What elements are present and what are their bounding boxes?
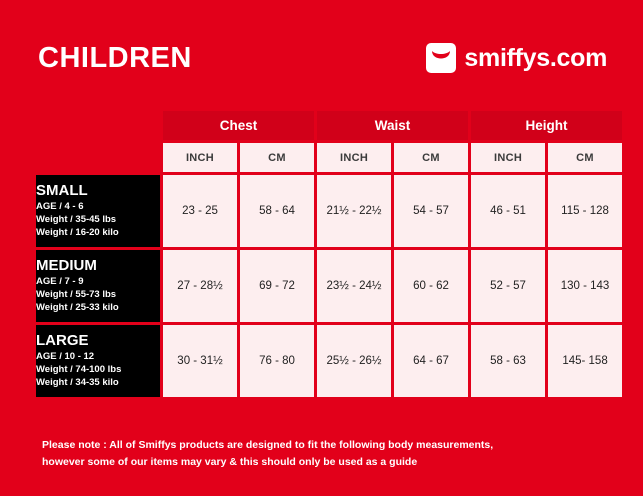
size-detail-weight-kilo: Weight / 34-35 kilo	[36, 376, 119, 388]
table-row	[36, 250, 622, 322]
table-group-header-row	[36, 111, 622, 140]
size-label: MEDIUM	[36, 256, 97, 274]
page-header	[38, 36, 607, 80]
group-header-blank	[36, 111, 160, 140]
value-waist-cm: 54 - 57	[394, 175, 468, 247]
size-cell-large	[36, 325, 160, 397]
smile-logo-icon	[426, 43, 456, 73]
page-title: CHILDREN	[38, 41, 192, 74]
size-cell-small	[36, 175, 160, 247]
size-detail-weight-lbs: Weight / 55-73 lbs	[36, 288, 117, 300]
value-chest-inch: 30 - 31½	[163, 325, 237, 397]
value-chest-inch: 27 - 28½	[163, 250, 237, 322]
value-height-cm: 145- 158	[548, 325, 622, 397]
value-height-cm: 115 - 128	[548, 175, 622, 247]
value-waist-inch: 23½ - 24½	[317, 250, 391, 322]
unit-header-waist-inch: INCH	[317, 143, 391, 172]
footer-line-1: Please note : All of Smiffys products are designed to fit the following body measurements,	[42, 439, 494, 452]
size-detail-weight-kilo: Weight / 25-33 kilo	[36, 301, 119, 313]
value-waist-cm: 60 - 62	[394, 250, 468, 322]
size-cell-medium	[36, 250, 160, 322]
value-waist-cm: 64 - 67	[394, 325, 468, 397]
size-label: LARGE	[36, 331, 89, 349]
group-header-chest: Chest	[163, 111, 314, 140]
value-height-inch: 46 - 51	[471, 175, 545, 247]
size-label: SMALL	[36, 181, 88, 199]
unit-header-chest-inch: INCH	[163, 143, 237, 172]
table-row	[36, 325, 622, 397]
unit-header-blank	[36, 143, 160, 172]
unit-header-chest-cm: CM	[240, 143, 314, 172]
footer-line-2: however some of our items may vary & this should only be used as a guide	[42, 455, 418, 468]
unit-header-height-cm: CM	[548, 143, 622, 172]
value-chest-inch: 23 - 25	[163, 175, 237, 247]
value-chest-cm: 58 - 64	[240, 175, 314, 247]
footer-note	[42, 437, 603, 470]
brand-name: smiffys.com	[464, 43, 607, 72]
brand-logo	[426, 43, 607, 73]
value-waist-inch: 21½ - 22½	[317, 175, 391, 247]
size-detail-age: AGE / 4 - 6	[36, 201, 84, 213]
size-detail-age: AGE / 10 - 12	[36, 351, 95, 363]
value-chest-cm: 76 - 80	[240, 325, 314, 397]
value-chest-cm: 69 - 72	[240, 250, 314, 322]
unit-header-waist-cm: CM	[394, 143, 468, 172]
size-detail-weight-kilo: Weight / 16-20 kilo	[36, 226, 119, 238]
value-height-inch: 52 - 57	[471, 250, 545, 322]
group-header-waist: Waist	[317, 111, 468, 140]
value-height-inch: 58 - 63	[471, 325, 545, 397]
size-detail-age: AGE / 7 - 9	[36, 276, 84, 288]
size-chart-table	[33, 108, 625, 400]
unit-header-height-inch: INCH	[471, 143, 545, 172]
size-detail-weight-lbs: Weight / 35-45 lbs	[36, 213, 117, 225]
value-height-cm: 130 - 143	[548, 250, 622, 322]
table-unit-header-row	[36, 143, 622, 172]
table-row	[36, 175, 622, 247]
group-header-height: Height	[471, 111, 622, 140]
value-waist-inch: 25½ - 26½	[317, 325, 391, 397]
size-detail-weight-lbs: Weight / 74-100 lbs	[36, 363, 122, 375]
